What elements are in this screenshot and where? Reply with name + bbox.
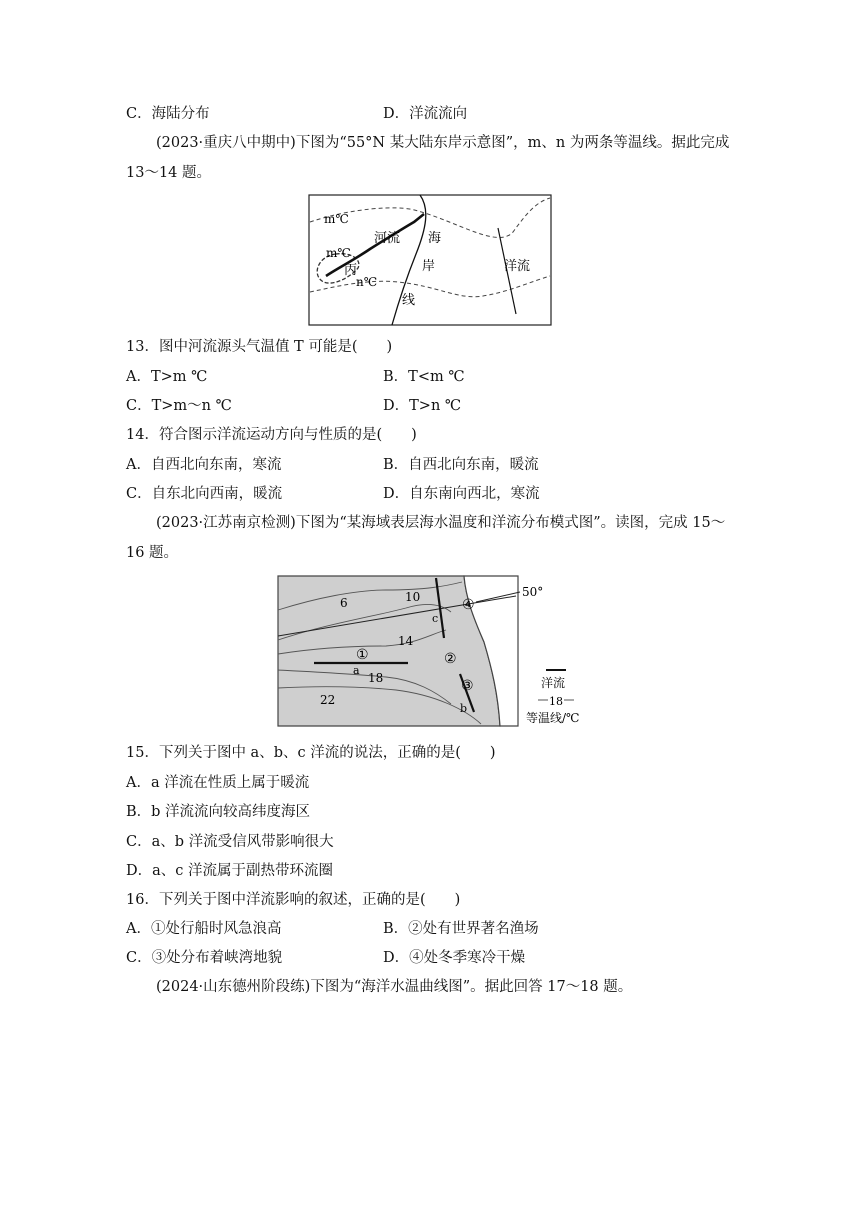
q12-option-d: D．洋流流向 (383, 106, 468, 122)
label-a: a (353, 664, 360, 677)
legend-isotherm-value: 18 (549, 695, 563, 708)
marker-2: ② (444, 651, 457, 667)
label-coast-3: 线 (402, 293, 416, 308)
q12-option-c: C．海陆分布 (126, 106, 210, 122)
q16-option-a: A．①处行船时风急浪高 (126, 921, 282, 937)
intro-13-14-line1: (2023·重庆八中期中)下图为“55°N 某大陆东岸示意图”，m、n 为两条等温线。据此完成 (156, 135, 730, 151)
label-m1: m℃ (324, 212, 349, 226)
q13-option-d: D．T>n ℃ (383, 398, 462, 414)
q13-option-b: B．T<m ℃ (383, 369, 465, 385)
q14-option-d: D．自东南向西北，寒流 (383, 486, 540, 502)
legend-isotherm-label: 等温线/℃ (526, 711, 580, 725)
latitude-label: 50° (522, 585, 544, 599)
q15-option-b: B．b 洋流流向较高纬度海区 (126, 804, 311, 820)
intro-17-18-line1: (2024·山东德州阶段练)下图为“海洋水温曲线图”。据此回答 17～18 题。 (156, 979, 633, 995)
q13-option-c: C．T>m～n ℃ (126, 398, 232, 414)
label-coast-2: 岸 (422, 259, 436, 274)
q13-option-a: A．T>m ℃ (126, 369, 208, 385)
label-bing: 丙 (344, 263, 358, 278)
q14-option-b: B．自西北向东南，暖流 (383, 457, 539, 473)
q15-option-c: C．a、b 洋流受信风带影响很大 (126, 834, 334, 850)
label-m2: m℃ (326, 246, 351, 260)
iso-label-14: 14 (398, 634, 414, 648)
q13-stem: 13．图中河流源头气温值 T 可能是( ) (126, 339, 393, 355)
legend-current-label: 洋流 (541, 676, 566, 690)
marker-3: ③ (461, 678, 474, 694)
q15-option-a: A．a 洋流在性质上属于暖流 (126, 775, 310, 791)
marker-1: ① (356, 647, 369, 663)
label-coast-1: 海 (428, 231, 442, 246)
q16-option-d: D．④处冬季寒冷干燥 (383, 950, 526, 966)
q14-option-c: C．自东北向西南，暖流 (126, 486, 283, 502)
intro-13-14-line2: 13～14 题。 (126, 165, 212, 181)
q14-stem: 14．符合图示洋流运动方向与性质的是( ) (126, 427, 417, 443)
label-current: 洋流 (504, 259, 531, 274)
iso-label-18: 18 (368, 671, 384, 685)
intro-15-16-line1: (2023·江苏南京检测)下图为“某海域表层海水温度和洋流分布模式图”。读图，完成 15～ (156, 515, 726, 531)
q16-stem: 16．下列关于图中洋流影响的叙述，正确的是( ) (126, 892, 461, 908)
label-river: 河流 (374, 231, 401, 246)
label-n: n℃ (356, 275, 378, 289)
q16-option-c: C．③处分布着峡湾地貌 (126, 950, 283, 966)
iso-label-6: 6 (340, 596, 348, 610)
q16-option-b: B．②处有世界著名渔场 (383, 921, 539, 937)
iso-label-22: 22 (320, 693, 336, 707)
intro-15-16-line2: 16 题。 (126, 545, 179, 561)
label-b: b (460, 702, 468, 715)
figure-sea-temperature-currents (276, 574, 606, 730)
label-c: c (432, 612, 439, 625)
iso-label-10: 10 (405, 590, 421, 604)
q15-stem: 15．下列关于图中 a、b、c 洋流的说法，正确的是( ) (126, 745, 496, 761)
figure-east-coast-55n (308, 194, 552, 326)
q15-option-d: D．a、c 洋流属于副热带环流圈 (126, 863, 333, 879)
marker-4: ④ (462, 597, 475, 613)
q14-option-a: A．自西北向东南，寒流 (126, 457, 282, 473)
